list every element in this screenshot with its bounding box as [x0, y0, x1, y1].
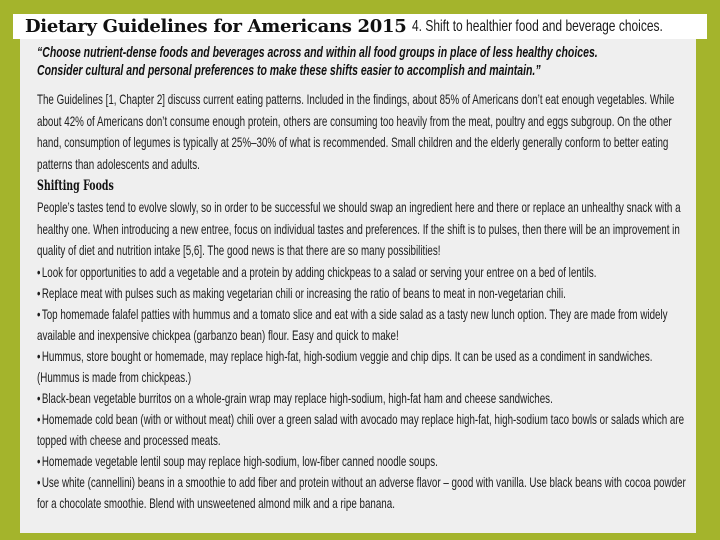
list-item [37, 451, 696, 472]
list-item [37, 346, 696, 388]
bullet-text: Hummus, store bought or homemade, may replace high-fat, high-sodium veggie and chip dips. It can be used as a condiment in sandwiches. (Hummus is made from chickpeas.) [37, 347, 653, 385]
bullet-dot: • [37, 473, 41, 490]
list-item [37, 283, 696, 304]
shifting-foods-heading: Shifting Foods [37, 178, 114, 194]
opening-quote [37, 44, 696, 80]
bullet-text: Homemade cold bean (with or without meat) chili over a green salad with avocado may replace high-fat, high-sodium taco bowls or salads which are topped with cheese and processed meats. [37, 410, 685, 448]
page-title: Dietary Guidelines for Americans 2015 [25, 16, 407, 37]
bullet-text: Use white (cannellini) beans in a smoothie to add fiber and protein without an adverse flavor – good with vanilla. Use black beans with cocoa powder for a chocolate smoothie. Blend with unsweetened almond milk and a ripe banana. [37, 473, 686, 511]
bullet-text: Look for opportunities to add a vegetable and a protein by adding chickpeas to a salad or serving your entree on a bed of lentils. [41, 263, 597, 280]
list-item [37, 262, 696, 283]
bullet-dot: • [37, 410, 41, 427]
bullet-dot: • [37, 284, 41, 301]
bullet-dot: • [37, 452, 41, 469]
quote-line-1: “Choose nutrient-dense foods and beverages across and within all food groups in place of less healthy choices. [37, 44, 598, 61]
list-item [37, 472, 696, 514]
list-item [37, 409, 696, 451]
paragraph-eating-patterns: The Guidelines [1, Chapter 2] discuss current eating patterns. Included in the findings, about 85% of Americans don’t eat enough vegetables. While about 42% of Americans don’t consume enough protein, others are consuming too heavily from the meat, poultry and eggs subgroup. On the other hand, consumption of legumes is typically at 25%–30% of what is recommended. Small children and the elderly generally conform to better eating patterns than adolescents and adults. [37, 91, 675, 172]
bullet-dot: • [37, 263, 41, 280]
list-item [37, 388, 696, 409]
paragraph-shifting-foods: People’s tastes tend to evolve slowly, so in order to be successful we should swap an ingredient here and there or replace an unhealthy snack with a healthy one. When introducing a new entree, focus on individual tastes and preferences. If the shift is to pulses, then there will be an improvement in quality of diet and nutrition intake [5,6]. The good news is that there are so many possibilities! [37, 199, 681, 258]
content-area [20, 39, 696, 533]
bullet-text: Black-bean vegetable burritos on a whole-grain wrap may replace high-sodium, high-fat ham and cheese sandwiches. [41, 389, 553, 406]
bullet-dot: • [37, 389, 41, 406]
quote-line-2: Consider cultural and personal preferences to make these shifts easier to accomplish and maintain.” [37, 62, 541, 79]
bullet-dot: • [37, 347, 41, 364]
title-band [13, 14, 707, 39]
list-item [37, 304, 696, 346]
bullet-text: Homemade vegetable lentil soup may replace high-sodium, low-fiber canned noodle soups. [41, 452, 438, 469]
page-subtitle: 4. Shift to healthier food and beverage choices. [412, 17, 664, 35]
bullet-dot: • [37, 305, 41, 322]
text-column [37, 44, 696, 514]
bullet-text: Top homemade falafel patties with hummus and a tomato slice and eat with a side salad as a tasty new lunch option. They are made from widely available and inexpensive chickpea (garbanzo bean) flour. Easy and quick to make! [37, 305, 668, 343]
bullet-text: Replace meat with pulses such as making vegetarian chili or increasing the ratio of beans to meat in non-vegetarian chili. [41, 284, 566, 301]
